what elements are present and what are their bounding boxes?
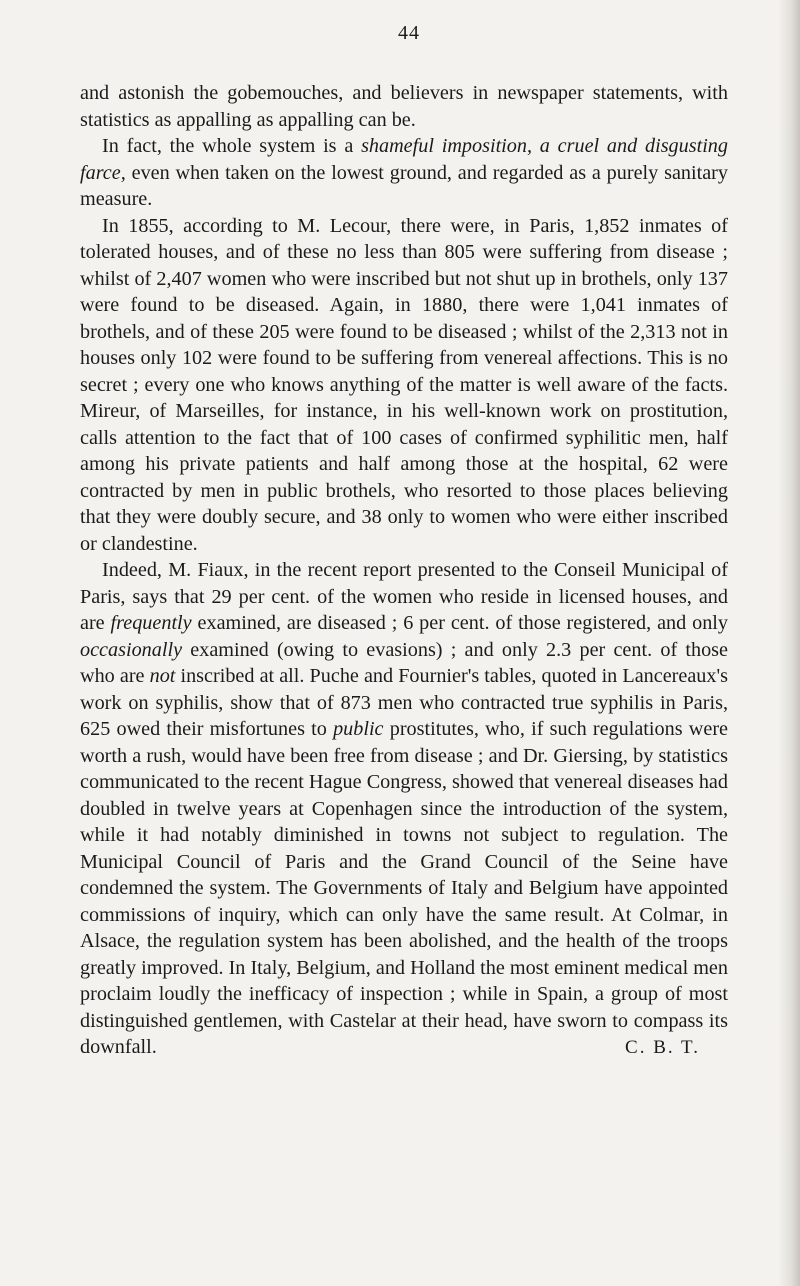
italic-emphasis: frequently bbox=[110, 612, 192, 634]
paragraph bbox=[80, 557, 728, 1061]
paragraph bbox=[80, 133, 728, 213]
italic-emphasis: not bbox=[149, 665, 176, 687]
text-run: In fact, the whole system is a bbox=[102, 135, 362, 157]
text-run: In 1855, according to M. Lecour, there were, in Paris, 1,852 inmates of tolerated houses, and of these no less than 805 were suffering from disease ; whilst of 2,407 women who were inscribed but not shut up in brothels, only 137 were found to be diseased. Again, in 1880, there were 1,041 inmates of brothels, and of these 205 were found to be diseased ; whilst of the 2,313 not in houses only 102 were found to be suffering from venereal affections. This is no secret ; every one who knows anything of the matter is well aware of the facts. Mireur, of Marseilles, for instance, in his well-known work on prostitution, calls attention to the fact that of 100 cases of confirmed syphilitic men, half among his private patients and half among those at the hospital, 62 were contracted by men in public brothels, who resorted to those places believing that they were doubly secure, and 38 only to women who were either inscribed or clandestine. bbox=[80, 214, 728, 555]
paragraph bbox=[80, 213, 728, 558]
text-run: examined, are diseased ; 6 per cent. of those registered, and only bbox=[191, 612, 728, 634]
text-run: and astonish the gobemouches, and believers in newspaper statements, with statistics as appalling as appalling can be. bbox=[80, 82, 728, 131]
text-run: prostitutes, who, if such regulations were worth a rush, would have been free from disease ; and Dr. Giersing, by statistics communicated to the recent Hague Congress, showed that venereal diseases had doubled in twelve years at Copenhagen since the introduction of the system, while it had notably diminished in towns not subject to regulation. The Municipal Council of Paris and the Grand Council of the Seine have condemned the system. The Governments of Italy and Belgium have appointed commissions of inquiry, which can only have the same result. At Colmar, in Alsace, the regulation system has been abolished, and the health of the troops greatly improved. In Italy, Belgium, and Holland the most eminent medical men proclaim loudly the inefficacy of inspection ; while in Spain, a group of most distinguished gentlemen, with Castelar at their head, have sworn to compass its downfall. bbox=[80, 718, 728, 1058]
author-signature: C. B. T. bbox=[625, 1036, 700, 1058]
page-number: 44 bbox=[398, 22, 420, 44]
text-run: Indeed, M. Fiaux, in the recent report presented to the Conseil Municipal of Paris, says that 29 per cent. of the women who reside in licensed houses, and are bbox=[80, 559, 728, 634]
italic-emphasis: shameful imposition, a cruel and disgusting farce, bbox=[80, 135, 728, 184]
body-text bbox=[80, 80, 728, 1061]
italic-emphasis: occasionally bbox=[80, 638, 183, 661]
paragraph bbox=[80, 80, 728, 133]
text-run: inscribed at all. Puche and Fournier's tables, quoted in Lancereaux's work on syphilis, show that of 873 men who contracted true syphilis in Paris, 625 owed their misfortunes to bbox=[80, 665, 728, 740]
text-run: examined (owing to evasions) ; and only 2.3 per cent. of those who are bbox=[80, 638, 728, 687]
italic-emphasis: public bbox=[333, 718, 384, 740]
text-run: even when taken on the lowest ground, and regarded as a purely sanitary measure. bbox=[80, 161, 728, 210]
page-edge-shadow bbox=[778, 0, 800, 1286]
